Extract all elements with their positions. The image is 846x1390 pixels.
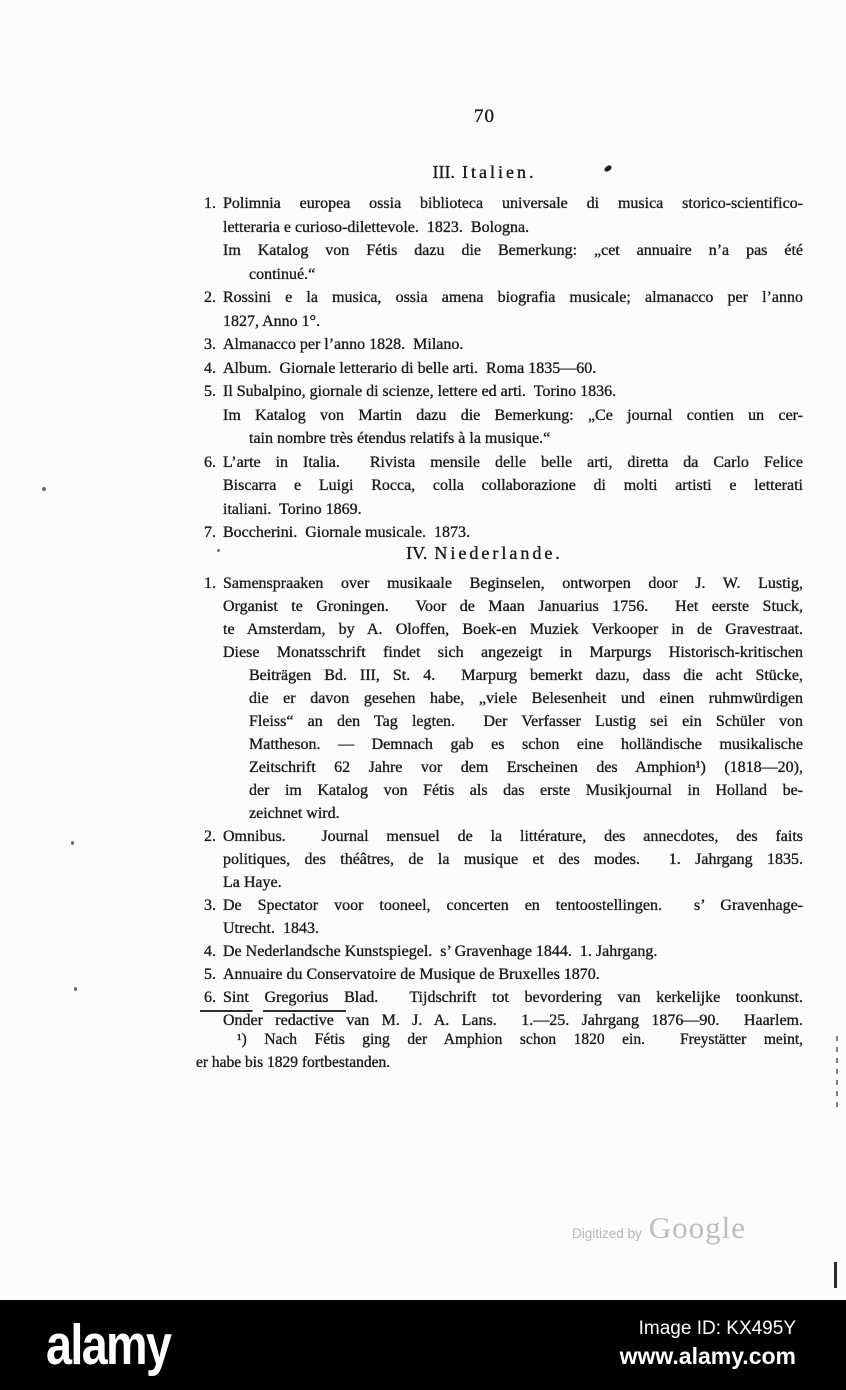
line-text: der im Katalog von Fétis als das erste Musikjournal in Holland be- [249, 782, 803, 799]
alamy-logo: alamy [46, 1313, 171, 1377]
item-number: 2. [204, 289, 216, 306]
item-number: 1. [204, 195, 216, 212]
item-number: 3. [204, 897, 216, 914]
text-line [196, 498, 803, 522]
text-line [196, 894, 803, 917]
footnote [196, 1029, 803, 1074]
page-number: 70 [474, 106, 495, 127]
item-number: 4. [204, 359, 216, 377]
item-number: 3. [204, 336, 216, 353]
section-heading-italien [181, 162, 788, 183]
line-text: Zeitschrift 62 Jahre vor dem Erscheinen des Amphion¹) (1818—20), [249, 759, 803, 776]
line-text: Annuaire du Conservatoire de Musique de Bruxelles 1870. [223, 966, 600, 983]
ink-speck [42, 487, 46, 491]
line-text: continué.“ [249, 265, 316, 283]
line-text: Beiträgen Bd. III, St. 4. Marpurg bemerkt dazu, dass die acht Stücke, [249, 667, 803, 684]
line-text: Organist te Groningen. Voor de Maan Januarius 1756. Het eerste Stuck, [223, 598, 803, 615]
line-text: Mattheson. — Demnach gab es schon eine holländische musikalische [249, 736, 803, 753]
footnote-lines [196, 1029, 803, 1074]
line-text: L’arte in Italia. Rivista mensile delle belle arti, diretta da Carlo Felice [223, 453, 803, 471]
text-line [196, 192, 803, 216]
line-text: Omnibus. Journal mensuel de la littérature, des annecdotes, des faits [223, 828, 803, 845]
line-text: Album. Giornale letterario di belle arti. Roma 1835—60. [223, 359, 597, 377]
item-number: 6. [204, 989, 216, 1006]
text-line [196, 595, 803, 618]
text-line [196, 710, 803, 733]
text-line [196, 357, 803, 381]
text-line [196, 427, 803, 451]
section-heading-niederlande [181, 543, 788, 564]
item-number: 5. [204, 966, 216, 983]
line-text: Rossini e la musica, ossia amena biografia musicale; almanacco per l’anno [223, 289, 803, 306]
line-text: De Spectator voor tooneel, concerten en tentoostellingen. s’ Gravenhage- [223, 897, 803, 914]
item-number: 6. [204, 453, 216, 471]
line-text: Samenspraaken over musikaale Beginselen, ontworpen door J. W. Lustig, [223, 575, 803, 592]
line-text: te Amsterdam, by A. Oloffen, Boek-en Muziek Verkooper in de Gravestraat. [223, 621, 803, 638]
text-line [196, 474, 803, 498]
text-line [196, 1052, 803, 1075]
bibliography-list-niederlande [196, 572, 803, 1032]
ink-speck [74, 987, 77, 991]
line-text: Il Subalpino, giornale di scienze, lettere ed arti. Torino 1836. [223, 383, 617, 400]
digitized-watermark [572, 1210, 746, 1246]
text-line [196, 404, 803, 428]
line-text: Im Katalog von Fétis dazu die Bemerkung: „cet annuaire n’a pas été [223, 242, 803, 259]
digitized-by-label: Digitized by [572, 1226, 642, 1241]
line-text: politiques, des théâtres, de la musique et des modes. 1. Jahrgang 1835. [223, 851, 803, 868]
item-number: 5. [204, 383, 216, 400]
text-line [196, 451, 803, 475]
text-line [196, 216, 803, 240]
ink-speck [217, 549, 220, 552]
text-line [196, 618, 803, 641]
bibliography-list-italien [196, 192, 803, 545]
line-text: letteraria e curioso-dilettevole. 1823. Bologna. [223, 218, 530, 236]
text-line [196, 664, 803, 687]
text-line [196, 286, 803, 310]
ink-speck [71, 841, 74, 845]
section-title: Niederlande. [434, 543, 563, 563]
line-text: Polimnia europea ossia biblioteca universale di musica storico-scientifico- [223, 195, 803, 212]
line-text: ¹) Nach Fétis ging der Amphion schon 1820 ein. Freystätter meint, [237, 1031, 803, 1048]
line-text: De Nederlandsche Kunstspiegel. s’ Gravenhage 1844. 1. Jahrgang. [223, 943, 658, 960]
text-line [196, 825, 803, 848]
footnote-separator [200, 1010, 346, 1012]
text-line [196, 779, 803, 802]
alamy-url: www.alamy.com [619, 1343, 796, 1369]
line-text: Boccherini. Giornale musicale. 1873. [223, 524, 471, 541]
item-number: 7. [204, 524, 216, 541]
page-edge-artifact [836, 1036, 838, 1110]
text-line [196, 572, 803, 595]
text-line [196, 940, 803, 963]
alamy-info [620, 1316, 796, 1370]
text-line [196, 263, 803, 287]
text-line [196, 239, 803, 263]
text-line [196, 802, 803, 825]
text-line [196, 871, 803, 894]
text-line [196, 687, 803, 710]
section-numeral: IV. [406, 543, 428, 563]
item-number: 1. [204, 575, 216, 592]
google-logo: Google [648, 1210, 747, 1245]
image-id-label: Image ID: KX495Y [638, 1318, 796, 1339]
alamy-watermark-bar [0, 1300, 846, 1390]
line-text: er habe bis 1829 fortbestanden. [196, 1053, 391, 1071]
text-line [196, 963, 803, 986]
line-text: die er davon gesehen habe, „viele Belesenheit und einen ruhmwürdigen [249, 690, 803, 707]
line-text: Diese Monatsschrift findet sich angezeigt in Marpurgs Historisch-kritischen [223, 644, 803, 661]
section-numeral: III. [432, 162, 455, 182]
text-line [196, 641, 803, 664]
text-line [196, 380, 803, 404]
line-text: 1827, Anno 1°. [223, 312, 321, 330]
text-line [196, 986, 803, 1009]
text-line [196, 1029, 803, 1052]
text-line [196, 733, 803, 756]
line-text: Im Katalog von Martin dazu die Bemerkung: „Ce journal contien un cer- [223, 406, 803, 424]
item-number: 4. [204, 943, 216, 960]
item-number: 2. [204, 828, 216, 845]
text-line [196, 848, 803, 871]
line-text: Utrecht. 1843. [223, 920, 319, 937]
text-line [196, 310, 803, 334]
line-text: zeichnet wird. [249, 805, 340, 822]
line-text: italiani. Torino 1869. [223, 500, 362, 518]
text-line [196, 917, 803, 940]
line-text: Biscarra e Luigi Rocca, colla collaborazione di molti artisti e letterati [223, 477, 803, 494]
page-edge-artifact [834, 1262, 837, 1288]
section-title: Italien. [462, 162, 537, 182]
line-text: tain nombre très étendus relatifs à la musique.“ [249, 430, 551, 447]
text-line [196, 333, 803, 357]
line-text: Almanacco per l’anno 1828. Milano. [223, 336, 464, 353]
line-text: Fleiss“ an den Tag legten. Der Verfasser Lustig sei ein Schüler von [249, 713, 803, 730]
line-text: La Haye. [223, 874, 282, 891]
line-text: Sint Gregorius Blad. Tijdschrift tot bevordering van kerkelijke toonkunst. [223, 989, 803, 1006]
line-text: Onder redactive van M. J. A. Lans. 1.—25. Jahrgang 1876—90. Haarlem. [223, 1012, 803, 1029]
text-line [196, 521, 803, 545]
text-line [196, 756, 803, 779]
